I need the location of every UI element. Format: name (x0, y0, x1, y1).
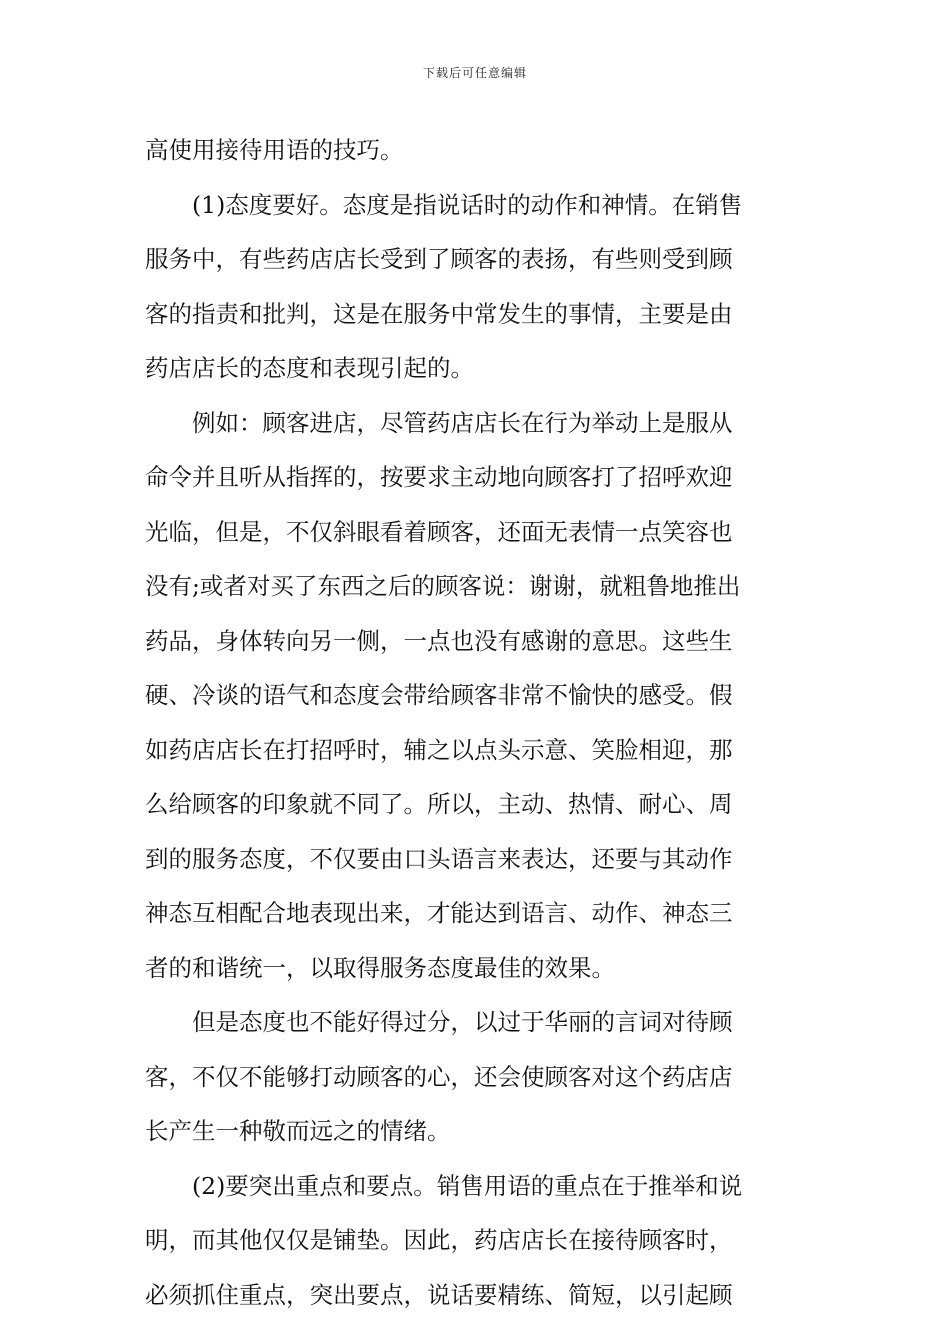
paragraph-first-line: 例如：顾客进店，尽管药店店长在行为举动上是服从 (192, 408, 733, 437)
text-line: 神态互相配合地表现出来，才能达到语言、动作、神态三 (145, 899, 733, 927)
text-line: 到的服务态度，不仅要由口头语言来表达，还要与其动作 (145, 844, 733, 873)
text-line: 长产生一种敬而远之的情绪。 (145, 1117, 451, 1145)
paragraph-first-line: (1)态度要好。态度是指说话时的动作和神情。在销售 (192, 190, 743, 219)
paragraph-first-line: 但是态度也不能好得过分，以过于华丽的言词对待顾 (192, 1008, 733, 1036)
text-line: 光临，但是，不仅斜眼看着顾客，还面无表情一点笑容也 (145, 517, 733, 546)
text-line: 客，不仅不能够打动顾客的心，还会使顾客对这个药店店 (145, 1062, 733, 1091)
text-line: 如药店店长在打招呼时，辅之以点头示意、笑脸相迎，那 (145, 735, 733, 764)
page-header: 下载后可任意编辑 (422, 66, 527, 80)
text-line: 硬、冷谈的语气和态度会带给顾客非常不愉快的感受。假 (145, 681, 733, 709)
text-line: 没有;或者对买了东西之后的顾客说：谢谢，就粗鲁地推出 (145, 572, 741, 600)
text-line: 命令并且听从指挥的，按要求主动地向顾客打了招呼欢迎 (145, 463, 733, 491)
text-line: 必须抓住重点，突出要点，说话要精练、简短，以引起顾 (145, 1280, 733, 1309)
text-line: 高使用接待用语的技巧。 (145, 136, 404, 164)
paragraph-first-line: (2)要突出重点和要点。销售用语的重点在于推举和说 (192, 1171, 743, 1200)
text-line: 客的指责和批判，这是在服务中常发生的事情，主要是由 (145, 299, 733, 328)
text-line: 明，而其他仅仅是铺垫。因此，药店店长在接待顾客时， (145, 1226, 733, 1254)
text-line: 药店店长的态度和表现引起的。 (145, 354, 474, 382)
text-line: 药品，身体转向另一侧，一点也没有感谢的意思。这些生 (145, 626, 733, 655)
text-line: 者的和谐统一，以取得服务态度最佳的效果。 (145, 953, 615, 982)
text-line: 么给顾客的印象就不同了。所以，主动、热情、耐心、周 (145, 790, 733, 818)
text-line: 服务中，有些药店店长受到了顾客的表扬，有些则受到顾 (145, 245, 733, 273)
document-body (145, 128, 807, 1327)
